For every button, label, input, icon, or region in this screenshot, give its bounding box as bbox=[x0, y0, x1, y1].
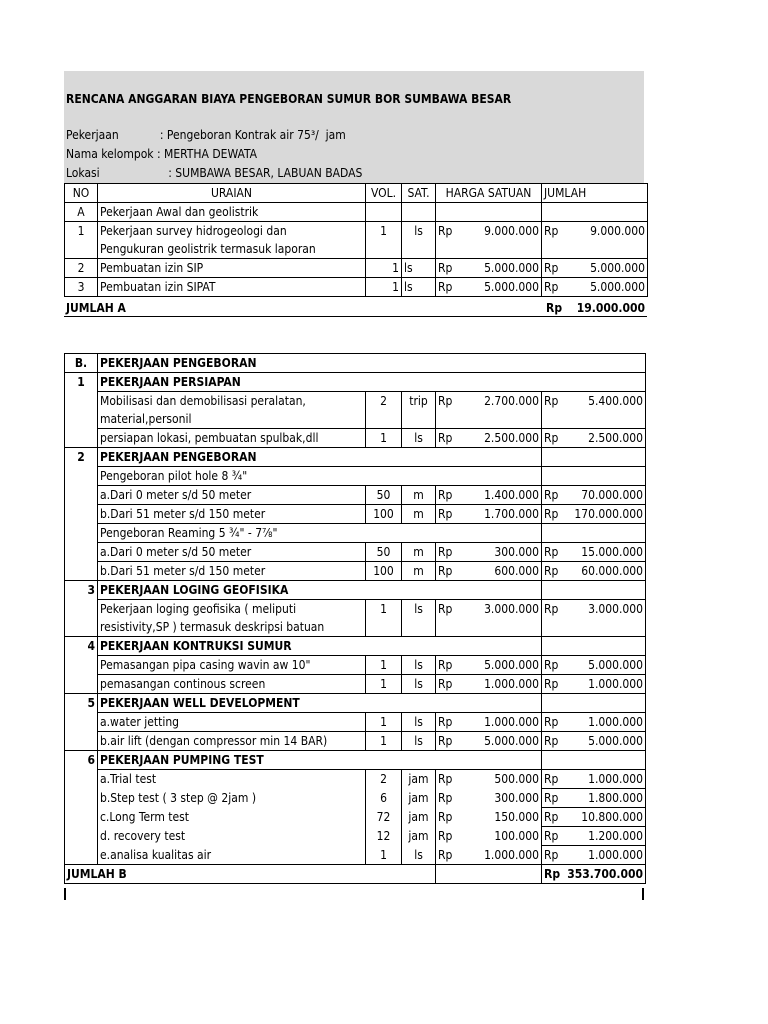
row-harga: Rp 5.000.000 bbox=[436, 278, 542, 297]
row-sat: jam bbox=[402, 770, 436, 789]
row-sat: m bbox=[402, 486, 436, 505]
total-b-label: JUMLAH B bbox=[65, 865, 436, 884]
table-row bbox=[65, 656, 646, 675]
row-jumlah: Rp 2.500.000 bbox=[542, 429, 646, 448]
row-harga: Rp 100.000 bbox=[436, 827, 542, 846]
group-no: 5 bbox=[65, 694, 98, 713]
group-title: PEKERJAAN KONTRUKSI SUMUR bbox=[98, 637, 542, 656]
row-sat: ls bbox=[402, 278, 436, 297]
section-b-title-row bbox=[65, 354, 646, 373]
table-row bbox=[65, 259, 648, 278]
row-vol: 1 bbox=[366, 846, 402, 865]
group-6-title-row bbox=[65, 751, 646, 770]
row-harga: Rp 500.000 bbox=[436, 770, 542, 789]
row-sat: ls bbox=[402, 222, 436, 241]
row-jumlah: Rp 60.000.000 bbox=[542, 562, 646, 581]
border-tick-left bbox=[64, 888, 66, 900]
row-uraian-cont: resistivity,SP ) termasuk deskripsi batuan bbox=[98, 618, 366, 637]
col-no: NO bbox=[65, 184, 98, 203]
document-title: RENCANA ANGGARAN BIAYA PENGEBORAN SUMUR BOR SUMBAWA BESAR bbox=[66, 92, 512, 106]
group-no: 6 bbox=[65, 751, 98, 770]
row-vol: 1 bbox=[366, 732, 402, 751]
row-sat: ls bbox=[402, 713, 436, 732]
subgroup-row bbox=[65, 467, 646, 486]
row-harga: Rp 1.000.000 bbox=[436, 675, 542, 694]
row-uraian-cont: Pengukuran geolistrik termasuk laporan bbox=[98, 240, 366, 259]
nama-kelompok-line: Nama kelompok : MERTHA DEWATA bbox=[66, 147, 257, 161]
row-vol: 1 bbox=[366, 278, 402, 297]
group-no: 4 bbox=[65, 637, 98, 656]
table-header-row bbox=[65, 184, 648, 203]
col-sat: SAT. bbox=[402, 184, 436, 203]
group-no: 2 bbox=[65, 448, 98, 467]
row-uraian: a.water jetting bbox=[98, 713, 366, 732]
total-a-label: JUMLAH A bbox=[66, 301, 126, 315]
row-vol: 1 bbox=[366, 259, 402, 278]
row-jumlah: Rp 170.000.000 bbox=[542, 505, 646, 524]
table-row bbox=[65, 543, 646, 562]
row-sat: jam bbox=[402, 789, 436, 808]
row-harga: Rp 150.000 bbox=[436, 808, 542, 827]
row-jumlah: Rp 5.000.000 bbox=[542, 278, 648, 297]
table-row bbox=[65, 222, 648, 241]
row-sat: ls bbox=[402, 675, 436, 694]
row-uraian: e.analisa kualitas air bbox=[98, 846, 366, 865]
group-3-title-row bbox=[65, 581, 646, 600]
row-jumlah: Rp 5.000.000 bbox=[542, 259, 648, 278]
section-a-title-row bbox=[65, 203, 648, 222]
row-jumlah: Rp 1.000.000 bbox=[542, 770, 646, 789]
group-title: PEKERJAAN PENGEBORAN bbox=[98, 448, 542, 467]
group-4-title-row bbox=[65, 637, 646, 656]
row-jumlah: Rp 10.800.000 bbox=[542, 808, 646, 827]
row-vol: 1 bbox=[366, 656, 402, 675]
row-sat: m bbox=[402, 562, 436, 581]
section-a-title: Pekerjaan Awal dan geolistrik bbox=[98, 203, 366, 222]
table-row bbox=[65, 770, 646, 789]
row-vol: 100 bbox=[366, 562, 402, 581]
row-uraian: pemasangan continous screen bbox=[98, 675, 366, 694]
row-no: 3 bbox=[65, 278, 98, 297]
row-jumlah: Rp 1.000.000 bbox=[542, 713, 646, 732]
group-title: PEKERJAAN PERSIAPAN bbox=[98, 373, 646, 392]
subgroup-row bbox=[65, 524, 646, 543]
row-uraian: persiapan lokasi, pembuatan spulbak,dll bbox=[98, 429, 366, 448]
row-sat: m bbox=[402, 505, 436, 524]
row-harga: Rp 300.000 bbox=[436, 543, 542, 562]
lokasi-line: Lokasi : SUMBAWA BESAR, LABUAN BADAS bbox=[66, 166, 363, 180]
col-harga: HARGA SATUAN bbox=[436, 184, 542, 203]
table-section-a bbox=[64, 183, 648, 297]
row-uraian: c.Long Term test bbox=[98, 808, 366, 827]
pekerjaan-line: Pekerjaan : Pengeboran Kontrak air 75³/ jam bbox=[66, 128, 346, 142]
row-sat: m bbox=[402, 543, 436, 562]
table-row bbox=[65, 486, 646, 505]
row-sat: ls bbox=[402, 732, 436, 751]
row-harga: Rp 1.000.000 bbox=[436, 846, 542, 865]
row-uraian: b.Dari 51 meter s/d 150 meter bbox=[98, 505, 366, 524]
row-vol: 1 bbox=[366, 600, 402, 619]
row-uraian: b.Step test ( 3 step @ 2jam ) bbox=[98, 789, 366, 808]
table-row bbox=[65, 562, 646, 581]
table-row bbox=[65, 789, 646, 808]
row-jumlah: Rp 5.400.000 bbox=[542, 392, 646, 411]
group-no: 3 bbox=[65, 581, 98, 600]
row-vol: 6 bbox=[366, 789, 402, 808]
row-jumlah: Rp 3.000.000 bbox=[542, 600, 646, 619]
row-jumlah: Rp 1.000.000 bbox=[542, 846, 646, 865]
col-jumlah: JUMLAH bbox=[542, 184, 648, 203]
table-row bbox=[65, 429, 646, 448]
row-harga: Rp 5.000.000 bbox=[436, 732, 542, 751]
row-jumlah: Rp 5.000.000 bbox=[542, 732, 646, 751]
table-row-cont bbox=[65, 240, 648, 259]
row-uraian: a.Dari 0 meter s/d 50 meter bbox=[98, 486, 366, 505]
subgroup-title: Pengeboran pilot hole 8 ¾" bbox=[98, 467, 542, 486]
group-2-title-row bbox=[65, 448, 646, 467]
row-harga: Rp 9.000.000 bbox=[436, 222, 542, 241]
total-a-value: 19.000.000 bbox=[576, 301, 645, 315]
table-row bbox=[65, 505, 646, 524]
table-row bbox=[65, 732, 646, 751]
row-vol: 50 bbox=[366, 486, 402, 505]
row-no: 1 bbox=[65, 222, 98, 241]
table-row bbox=[65, 675, 646, 694]
row-vol: 2 bbox=[366, 770, 402, 789]
row-vol: 2 bbox=[366, 392, 402, 411]
row-uraian: Mobilisasi dan demobilisasi peralatan, bbox=[98, 392, 366, 411]
row-jumlah: Rp 1.000.000 bbox=[542, 675, 646, 694]
group-5-title-row bbox=[65, 694, 646, 713]
row-uraian: Pekerjaan loging geofisika ( meliputi bbox=[98, 600, 366, 619]
row-harga: Rp 1.400.000 bbox=[436, 486, 542, 505]
row-vol: 72 bbox=[366, 808, 402, 827]
row-sat: ls bbox=[402, 656, 436, 675]
row-vol: 1 bbox=[366, 675, 402, 694]
total-b-row bbox=[65, 865, 646, 884]
table-row bbox=[65, 827, 646, 846]
row-harga: Rp 600.000 bbox=[436, 562, 542, 581]
group-title: PEKERJAAN WELL DEVELOPMENT bbox=[98, 694, 542, 713]
row-vol: 1 bbox=[366, 713, 402, 732]
row-uraian: a.Trial test bbox=[98, 770, 366, 789]
row-jumlah: Rp 9.000.000 bbox=[542, 222, 648, 241]
section-a-no: A bbox=[65, 203, 98, 222]
row-vol: 12 bbox=[366, 827, 402, 846]
group-title: PEKERJAAN LOGING GEOFISIKA bbox=[98, 581, 542, 600]
subgroup-title: Pengeboran Reaming 5 ¾" - 7⅞" bbox=[98, 524, 542, 543]
total-a-rp: Rp bbox=[546, 301, 563, 315]
row-vol: 1 bbox=[366, 429, 402, 448]
table-row bbox=[65, 392, 646, 411]
row-uraian: b.Dari 51 meter s/d 150 meter bbox=[98, 562, 366, 581]
divider bbox=[64, 316, 647, 317]
row-harga: Rp 1.000.000 bbox=[436, 713, 542, 732]
table-row bbox=[65, 808, 646, 827]
row-harga: Rp 300.000 bbox=[436, 789, 542, 808]
row-harga: Rp 2.500.000 bbox=[436, 429, 542, 448]
row-uraian-cont: material,personil bbox=[98, 410, 366, 429]
group-no: 1 bbox=[65, 373, 98, 392]
row-jumlah: Rp 70.000.000 bbox=[542, 486, 646, 505]
section-b-no: B. bbox=[65, 354, 98, 373]
table-row-cont bbox=[65, 618, 646, 637]
row-vol: 1 bbox=[366, 222, 402, 241]
col-vol: VOL. bbox=[366, 184, 402, 203]
row-harga: Rp 1.700.000 bbox=[436, 505, 542, 524]
row-sat: ls bbox=[402, 429, 436, 448]
row-jumlah: Rp 1.800.000 bbox=[542, 789, 646, 808]
row-harga: Rp 5.000.000 bbox=[436, 259, 542, 278]
row-sat: jam bbox=[402, 808, 436, 827]
border-tick-right bbox=[642, 888, 644, 900]
table-row bbox=[65, 846, 646, 865]
row-uraian: Pembuatan izin SIPAT bbox=[98, 278, 366, 297]
row-harga: Rp 5.000.000 bbox=[436, 656, 542, 675]
row-uraian: b.air lift (dengan compressor min 14 BAR) bbox=[98, 732, 366, 751]
row-jumlah: Rp 15.000.000 bbox=[542, 543, 646, 562]
section-b-title: PEKERJAAN PENGEBORAN bbox=[98, 354, 646, 373]
group-1-title-row bbox=[65, 373, 646, 392]
table-row-cont bbox=[65, 410, 646, 429]
row-uraian: Pekerjaan survey hidrogeologi dan bbox=[98, 222, 366, 241]
table-section-b bbox=[64, 353, 646, 884]
row-vol: 50 bbox=[366, 543, 402, 562]
row-sat: ls bbox=[402, 600, 436, 619]
row-uraian: Pemasangan pipa casing wavin aw 10" bbox=[98, 656, 366, 675]
row-uraian: Pembuatan izin SIP bbox=[98, 259, 366, 278]
col-uraian: URAIAN bbox=[98, 184, 366, 203]
row-uraian: a.Dari 0 meter s/d 50 meter bbox=[98, 543, 366, 562]
row-jumlah: Rp 5.000.000 bbox=[542, 656, 646, 675]
row-sat: trip bbox=[402, 392, 436, 411]
row-no: 2 bbox=[65, 259, 98, 278]
row-uraian: d. recovery test bbox=[98, 827, 366, 846]
group-title: PEKERJAAN PUMPING TEST bbox=[98, 751, 542, 770]
row-sat: ls bbox=[402, 259, 436, 278]
row-vol: 100 bbox=[366, 505, 402, 524]
row-sat: jam bbox=[402, 827, 436, 846]
row-harga: Rp 3.000.000 bbox=[436, 600, 542, 619]
total-b-value: Rp 353.700.000 bbox=[542, 865, 646, 884]
table-row bbox=[65, 600, 646, 619]
row-harga: Rp 2.700.000 bbox=[436, 392, 542, 411]
row-jumlah: Rp 1.200.000 bbox=[542, 827, 646, 846]
table-row bbox=[65, 713, 646, 732]
row-sat: ls bbox=[402, 846, 436, 865]
table-row bbox=[65, 278, 648, 297]
